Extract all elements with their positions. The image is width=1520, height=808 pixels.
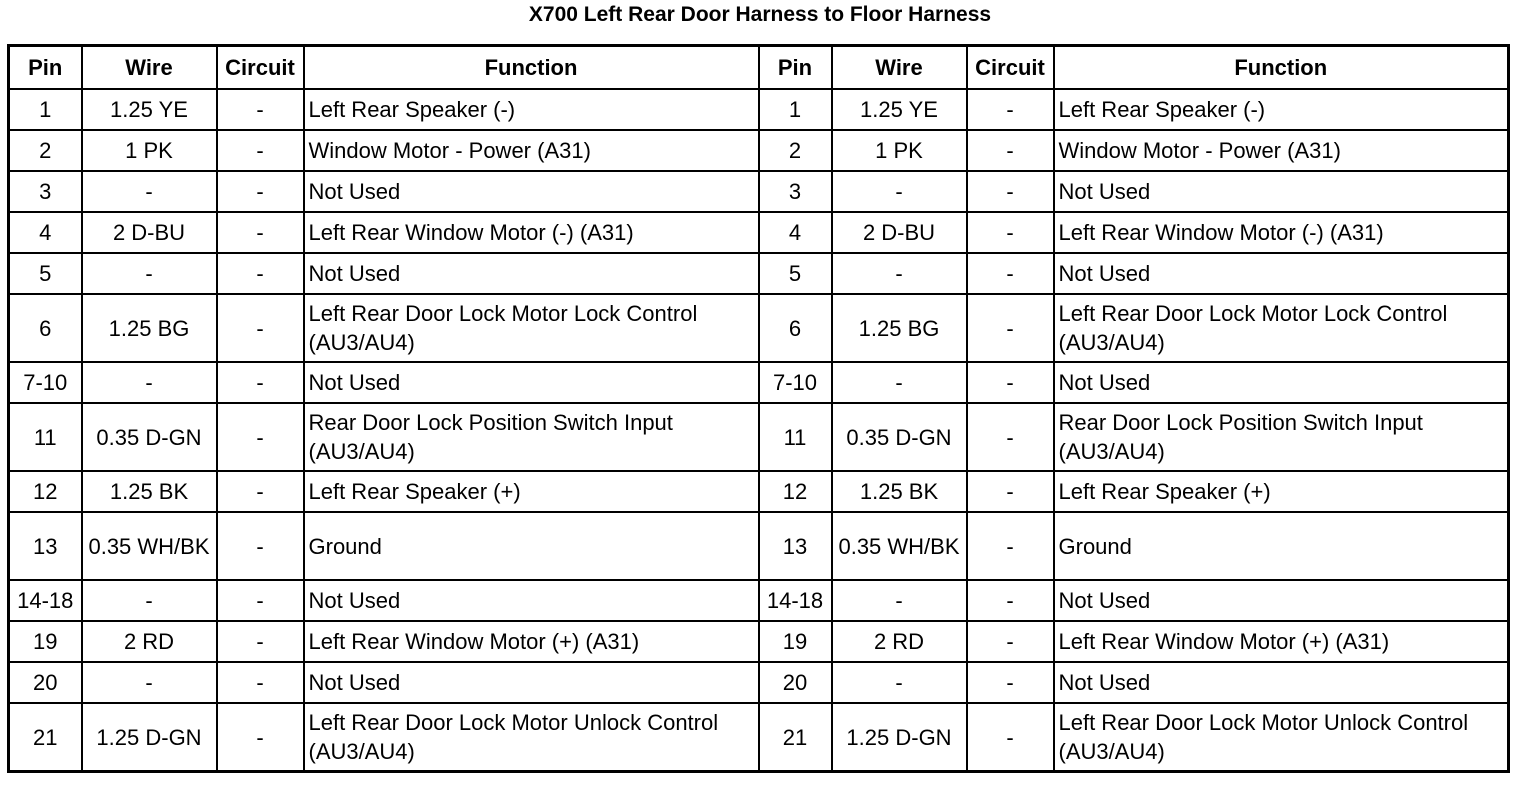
circuit-cell: -: [967, 662, 1054, 703]
wire-cell: 2 RD: [832, 621, 967, 662]
circuit-cell: -: [967, 171, 1054, 212]
wire-cell: 0.35 WH/BK: [832, 512, 967, 580]
wire-cell: -: [832, 253, 967, 294]
function-cell: Left Rear Speaker (-): [304, 89, 759, 130]
pin-cell: 13: [759, 512, 832, 580]
circuit-cell: -: [217, 662, 304, 703]
table-row: [9, 171, 1509, 212]
harness-table: [7, 44, 1510, 773]
wire-cell: 1.25 YE: [832, 89, 967, 130]
table-row: [9, 362, 1509, 403]
circuit-cell: -: [967, 362, 1054, 403]
table-row: [9, 662, 1509, 703]
function-cell: Window Motor - Power (A31): [1054, 130, 1509, 171]
function-cell: Left Rear Window Motor (+) (A31): [1054, 621, 1509, 662]
wire-cell: -: [832, 580, 967, 621]
wire-cell: 1.25 D-GN: [832, 703, 967, 772]
function-cell: Left Rear Window Motor (-) (A31): [304, 212, 759, 253]
pin-header: Pin: [759, 46, 832, 90]
pin-cell: 20: [9, 662, 82, 703]
function-cell: Not Used: [304, 580, 759, 621]
table-row: [9, 403, 1509, 471]
function-cell: Not Used: [1054, 171, 1509, 212]
pin-cell: 19: [9, 621, 82, 662]
pin-cell: 3: [759, 171, 832, 212]
function-cell: Left Rear Door Lock Motor Lock Control (AU3/AU4): [1054, 294, 1509, 362]
circuit-cell: -: [967, 580, 1054, 621]
circuit-cell: -: [967, 89, 1054, 130]
function-cell: Rear Door Lock Position Switch Input (AU3/AU4): [1054, 403, 1509, 471]
pin-cell: 14-18: [9, 580, 82, 621]
function-cell: Rear Door Lock Position Switch Input (AU3/AU4): [304, 403, 759, 471]
function-cell: Left Rear Door Lock Motor Unlock Control (AU3/AU4): [304, 703, 759, 772]
pin-cell: 20: [759, 662, 832, 703]
function-cell: Not Used: [1054, 662, 1509, 703]
function-cell: Not Used: [1054, 580, 1509, 621]
pin-cell: 12: [759, 471, 832, 512]
function-cell: Left Rear Door Lock Motor Unlock Control (AU3/AU4): [1054, 703, 1509, 772]
circuit-cell: -: [967, 253, 1054, 294]
function-cell: Window Motor - Power (A31): [304, 130, 759, 171]
wire-cell: -: [82, 580, 217, 621]
table-row: [9, 294, 1509, 362]
circuit-cell: -: [217, 512, 304, 580]
circuit-cell: -: [967, 294, 1054, 362]
pin-cell: 21: [759, 703, 832, 772]
pin-cell: 4: [9, 212, 82, 253]
wire-cell: 0.35 WH/BK: [82, 512, 217, 580]
header-row: [9, 46, 1509, 90]
circuit-cell: -: [967, 471, 1054, 512]
table-row: [9, 130, 1509, 171]
function-cell: Left Rear Window Motor (-) (A31): [1054, 212, 1509, 253]
wire-cell: 1.25 BG: [82, 294, 217, 362]
function-cell: Left Rear Speaker (+): [1054, 471, 1509, 512]
wire-cell: 1.25 BK: [82, 471, 217, 512]
wire-cell: 1.25 BK: [832, 471, 967, 512]
wire-cell: -: [82, 171, 217, 212]
circuit-cell: -: [217, 171, 304, 212]
circuit-cell: -: [217, 580, 304, 621]
function-cell: Ground: [1054, 512, 1509, 580]
function-cell: Not Used: [304, 662, 759, 703]
pin-cell: 7-10: [759, 362, 832, 403]
circuit-cell: -: [217, 294, 304, 362]
wire-cell: -: [832, 662, 967, 703]
pin-cell: 14-18: [759, 580, 832, 621]
wire-cell: 1.25 YE: [82, 89, 217, 130]
circuit-cell: -: [967, 621, 1054, 662]
pin-cell: 3: [9, 171, 82, 212]
circuit-cell: -: [217, 212, 304, 253]
table-row: [9, 471, 1509, 512]
pin-cell: 4: [759, 212, 832, 253]
function-cell: Left Rear Speaker (-): [1054, 89, 1509, 130]
pin-cell: 5: [759, 253, 832, 294]
circuit-cell: -: [967, 703, 1054, 772]
circuit-header: Circuit: [217, 46, 304, 90]
pin-cell: 2: [759, 130, 832, 171]
function-header: Function: [304, 46, 759, 90]
circuit-cell: -: [217, 703, 304, 772]
wire-cell: -: [82, 253, 217, 294]
pin-cell: 19: [759, 621, 832, 662]
function-cell: Not Used: [304, 171, 759, 212]
pin-cell: 6: [759, 294, 832, 362]
wire-header: Wire: [82, 46, 217, 90]
circuit-cell: -: [967, 130, 1054, 171]
function-cell: Left Rear Door Lock Motor Lock Control (AU3/AU4): [304, 294, 759, 362]
circuit-cell: -: [967, 212, 1054, 253]
table-row: [9, 621, 1509, 662]
function-cell: Not Used: [1054, 253, 1509, 294]
wire-cell: 0.35 D-GN: [82, 403, 217, 471]
pin-cell: 21: [9, 703, 82, 772]
table-row: [9, 212, 1509, 253]
wire-cell: 1 PK: [832, 130, 967, 171]
function-cell: Not Used: [304, 253, 759, 294]
wire-cell: 1.25 D-GN: [82, 703, 217, 772]
circuit-cell: -: [217, 130, 304, 171]
pin-cell: 1: [759, 89, 832, 130]
table-row: [9, 580, 1509, 621]
circuit-cell: -: [217, 362, 304, 403]
function-cell: Left Rear Window Motor (+) (A31): [304, 621, 759, 662]
wire-cell: -: [832, 362, 967, 403]
wire-cell: 2 RD: [82, 621, 217, 662]
wire-cell: -: [82, 662, 217, 703]
circuit-cell: -: [217, 621, 304, 662]
wire-header: Wire: [832, 46, 967, 90]
circuit-header: Circuit: [967, 46, 1054, 90]
function-cell: Left Rear Speaker (+): [304, 471, 759, 512]
circuit-cell: -: [217, 253, 304, 294]
table-row: [9, 512, 1509, 580]
table-row: [9, 253, 1509, 294]
pin-cell: 12: [9, 471, 82, 512]
wire-cell: -: [832, 171, 967, 212]
wire-cell: 0.35 D-GN: [832, 403, 967, 471]
circuit-cell: -: [217, 471, 304, 512]
pin-cell: 1: [9, 89, 82, 130]
circuit-cell: -: [967, 512, 1054, 580]
circuit-cell: -: [217, 403, 304, 471]
circuit-cell: -: [217, 89, 304, 130]
pin-cell: 11: [759, 403, 832, 471]
wire-cell: 1 PK: [82, 130, 217, 171]
function-cell: Not Used: [304, 362, 759, 403]
pin-cell: 5: [9, 253, 82, 294]
wire-cell: 2 D-BU: [82, 212, 217, 253]
page-title: X700 Left Rear Door Harness to Floor Harness: [528, 3, 992, 26]
function-header: Function: [1054, 46, 1509, 90]
table-row: [9, 89, 1509, 130]
pin-cell: 13: [9, 512, 82, 580]
pin-cell: 11: [9, 403, 82, 471]
function-cell: Ground: [304, 512, 759, 580]
wire-cell: 1.25 BG: [832, 294, 967, 362]
wire-cell: 2 D-BU: [832, 212, 967, 253]
pin-cell: 6: [9, 294, 82, 362]
table-row: [9, 703, 1509, 772]
wire-cell: -: [82, 362, 217, 403]
pin-cell: 7-10: [9, 362, 82, 403]
function-cell: Not Used: [1054, 362, 1509, 403]
circuit-cell: -: [967, 403, 1054, 471]
pin-cell: 2: [9, 130, 82, 171]
pin-header: Pin: [9, 46, 82, 90]
